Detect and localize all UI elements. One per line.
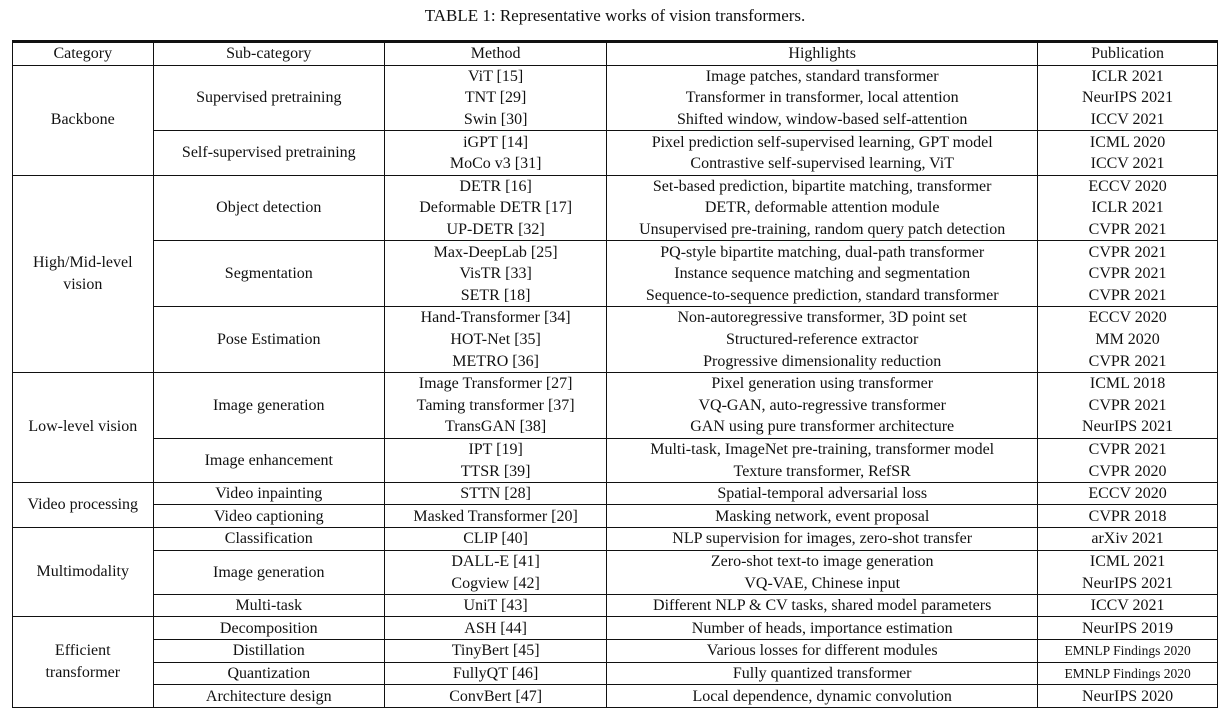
sub-category-cell: Object detection [153,175,384,241]
highlights-cell: Pixel prediction self-supervised learning, GPT model [607,131,1038,153]
publication-cell: ICCV 2021 [1038,109,1218,131]
publication-cell: CVPR 2021 [1038,285,1218,307]
method-cell: DALL-E [41] [385,550,607,572]
method-cell: TTSR [39] [385,460,607,482]
method-cell: Image Transformer [27] [385,372,607,394]
category-group [13,372,1218,482]
method-cell: CLIP [40] [385,528,607,551]
method-cell: ConvBert [47] [385,685,607,708]
highlights-cell: Instance sequence matching and segmentation [607,263,1038,285]
header-row [13,42,1218,66]
method-cell: MoCo v3 [31] [385,153,607,175]
publication-cell: EMNLP Findings 2020 [1038,640,1218,663]
sub-category-cell: Image enhancement [153,438,384,482]
highlights-cell: Spatial-temporal adversarial loss [607,482,1038,505]
highlights-cell: PQ-style bipartite matching, dual-path transformer [607,241,1038,263]
method-cell: ASH [44] [385,617,607,640]
header-method: Method [385,42,607,66]
method-cell: Masked Transformer [20] [385,505,607,528]
method-cell: SETR [18] [385,285,607,307]
category-cell: Efficient transformer [13,617,154,707]
highlights-cell: Contrastive self-supervised learning, ViT [607,153,1038,175]
table-row [13,307,1218,329]
method-cell: METRO [36] [385,350,607,372]
table-row [13,241,1218,263]
method-cell: IPT [19] [385,438,607,460]
table-row [13,640,1218,663]
publication-cell: NeurIPS 2021 [1038,572,1218,594]
table-row [13,131,1218,153]
sub-category-cell: Distillation [153,640,384,663]
method-cell: Max-DeepLab [25] [385,241,607,263]
highlights-cell: VQ-GAN, auto-regressive transformer [607,395,1038,417]
highlights-cell: Different NLP & CV tasks, shared model parameters [607,594,1038,617]
sub-category-cell: Video captioning [153,505,384,528]
highlights-cell: Structured-reference extractor [607,329,1038,351]
highlights-cell: Transformer in transformer, local attention [607,87,1038,109]
category-cell: High/Mid-level vision [13,175,154,372]
highlights-cell: Zero-shot text-to image generation [607,550,1038,572]
highlights-cell: Sequence-to-sequence prediction, standard transformer [607,285,1038,307]
publication-cell: CVPR 2021 [1038,219,1218,241]
publication-cell: CVPR 2020 [1038,460,1218,482]
table-caption: TABLE 1: Representative works of vision transformers. [424,6,806,25]
sub-category-cell: Image generation [153,372,384,438]
sub-category-cell: Multi-task [153,594,384,617]
table-row [13,594,1218,617]
publication-cell: ICCV 2021 [1038,594,1218,617]
highlights-cell: Fully quantized transformer [607,662,1038,685]
highlights-cell: Masking network, event proposal [607,505,1038,528]
sub-category-cell: Segmentation [153,241,384,307]
header-highlights: Highlights [607,42,1038,66]
publication-cell: ICLR 2021 [1038,197,1218,219]
highlights-cell: NLP supervision for images, zero-shot transfer [607,528,1038,551]
table-row [13,65,1218,87]
sub-category-cell: Image generation [153,550,384,594]
highlights-cell: Texture transformer, RefSR [607,460,1038,482]
publication-cell: ICML 2018 [1038,372,1218,394]
sub-category-cell: Video inpainting [153,482,384,505]
publication-cell: arXiv 2021 [1038,528,1218,551]
method-cell: FullyQT [46] [385,662,607,685]
publication-cell: CVPR 2018 [1038,505,1218,528]
sub-category-cell: Self-supervised pretraining [153,131,384,175]
publication-cell: CVPR 2021 [1038,263,1218,285]
highlights-cell: GAN using pure transformer architecture [607,416,1038,438]
table-row [13,685,1218,708]
sub-category-cell: Pose Estimation [153,307,384,373]
method-cell: TNT [29] [385,87,607,109]
highlights-cell: Unsupervised pre-training, random query patch detection [607,219,1038,241]
publication-cell: CVPR 2021 [1038,241,1218,263]
table-row [13,175,1218,197]
method-cell: Hand-Transformer [34] [385,307,607,329]
category-group [13,617,1218,707]
sub-category-cell: Quantization [153,662,384,685]
publication-cell: MM 2020 [1038,329,1218,351]
method-cell: Cogview [42] [385,572,607,594]
category-group [13,482,1218,527]
table-row [13,662,1218,685]
category-cell: Low-level vision [13,372,154,482]
category-group [13,65,1218,175]
table-row [13,505,1218,528]
highlights-cell: Local dependence, dynamic convolution [607,685,1038,708]
category-cell: Multimodality [13,528,154,617]
method-cell: TransGAN [38] [385,416,607,438]
method-cell: UniT [43] [385,594,607,617]
publication-cell: ICLR 2021 [1038,65,1218,87]
highlights-cell: VQ-VAE, Chinese input [607,572,1038,594]
category-group [13,175,1218,372]
method-cell: STTN [28] [385,482,607,505]
category-cell: Video processing [13,482,154,527]
method-cell: iGPT [14] [385,131,607,153]
table-row [13,482,1218,505]
header-publication: Publication [1038,42,1218,66]
table-row [13,372,1218,394]
highlights-cell: Various losses for different modules [607,640,1038,663]
publication-cell: ICCV 2021 [1038,153,1218,175]
sub-category-cell: Supervised pretraining [153,65,384,131]
publication-cell: NeurIPS 2019 [1038,617,1218,640]
method-cell: Swin [30] [385,109,607,131]
publication-cell: CVPR 2021 [1038,395,1218,417]
table-row [13,528,1218,551]
highlights-cell: Pixel generation using transformer [607,372,1038,394]
method-cell: Deformable DETR [17] [385,197,607,219]
table-row [13,617,1218,640]
publication-cell: CVPR 2021 [1038,350,1218,372]
sub-category-cell: Decomposition [153,617,384,640]
publication-cell: ECCV 2020 [1038,307,1218,329]
sub-category-cell: Architecture design [153,685,384,708]
category-cell: Backbone [13,65,154,175]
highlights-cell: Image patches, standard transformer [607,65,1038,87]
header-sub-category: Sub-category [153,42,384,66]
highlights-cell: Multi-task, ImageNet pre-training, transformer model [607,438,1038,460]
method-cell: Taming transformer [37] [385,395,607,417]
publication-cell: CVPR 2021 [1038,438,1218,460]
publication-cell: ECCV 2020 [1038,175,1218,197]
publication-cell: ICML 2020 [1038,131,1218,153]
highlights-cell: Shifted window, window-based self-attention [607,109,1038,131]
table-row [13,438,1218,460]
header-category: Category [13,42,154,66]
table-row [13,550,1218,572]
highlights-cell: Number of heads, importance estimation [607,617,1038,640]
publication-cell: NeurIPS 2021 [1038,416,1218,438]
publication-cell: NeurIPS 2021 [1038,87,1218,109]
highlights-cell: Progressive dimensionality reduction [607,350,1038,372]
works-table [12,40,1218,708]
method-cell: HOT-Net [35] [385,329,607,351]
category-group [13,528,1218,617]
publication-cell: NeurIPS 2020 [1038,685,1218,708]
method-cell: VisTR [33] [385,263,607,285]
method-cell: ViT [15] [385,65,607,87]
highlights-cell: Non-autoregressive transformer, 3D point set [607,307,1038,329]
method-cell: UP-DETR [32] [385,219,607,241]
highlights-cell: Set-based prediction, bipartite matching, transformer [607,175,1038,197]
publication-cell: ICML 2021 [1038,550,1218,572]
publication-cell: ECCV 2020 [1038,482,1218,505]
highlights-cell: DETR, deformable attention module [607,197,1038,219]
sub-category-cell: Classification [153,528,384,551]
method-cell: DETR [16] [385,175,607,197]
method-cell: TinyBert [45] [385,640,607,663]
publication-cell: EMNLP Findings 2020 [1038,662,1218,685]
